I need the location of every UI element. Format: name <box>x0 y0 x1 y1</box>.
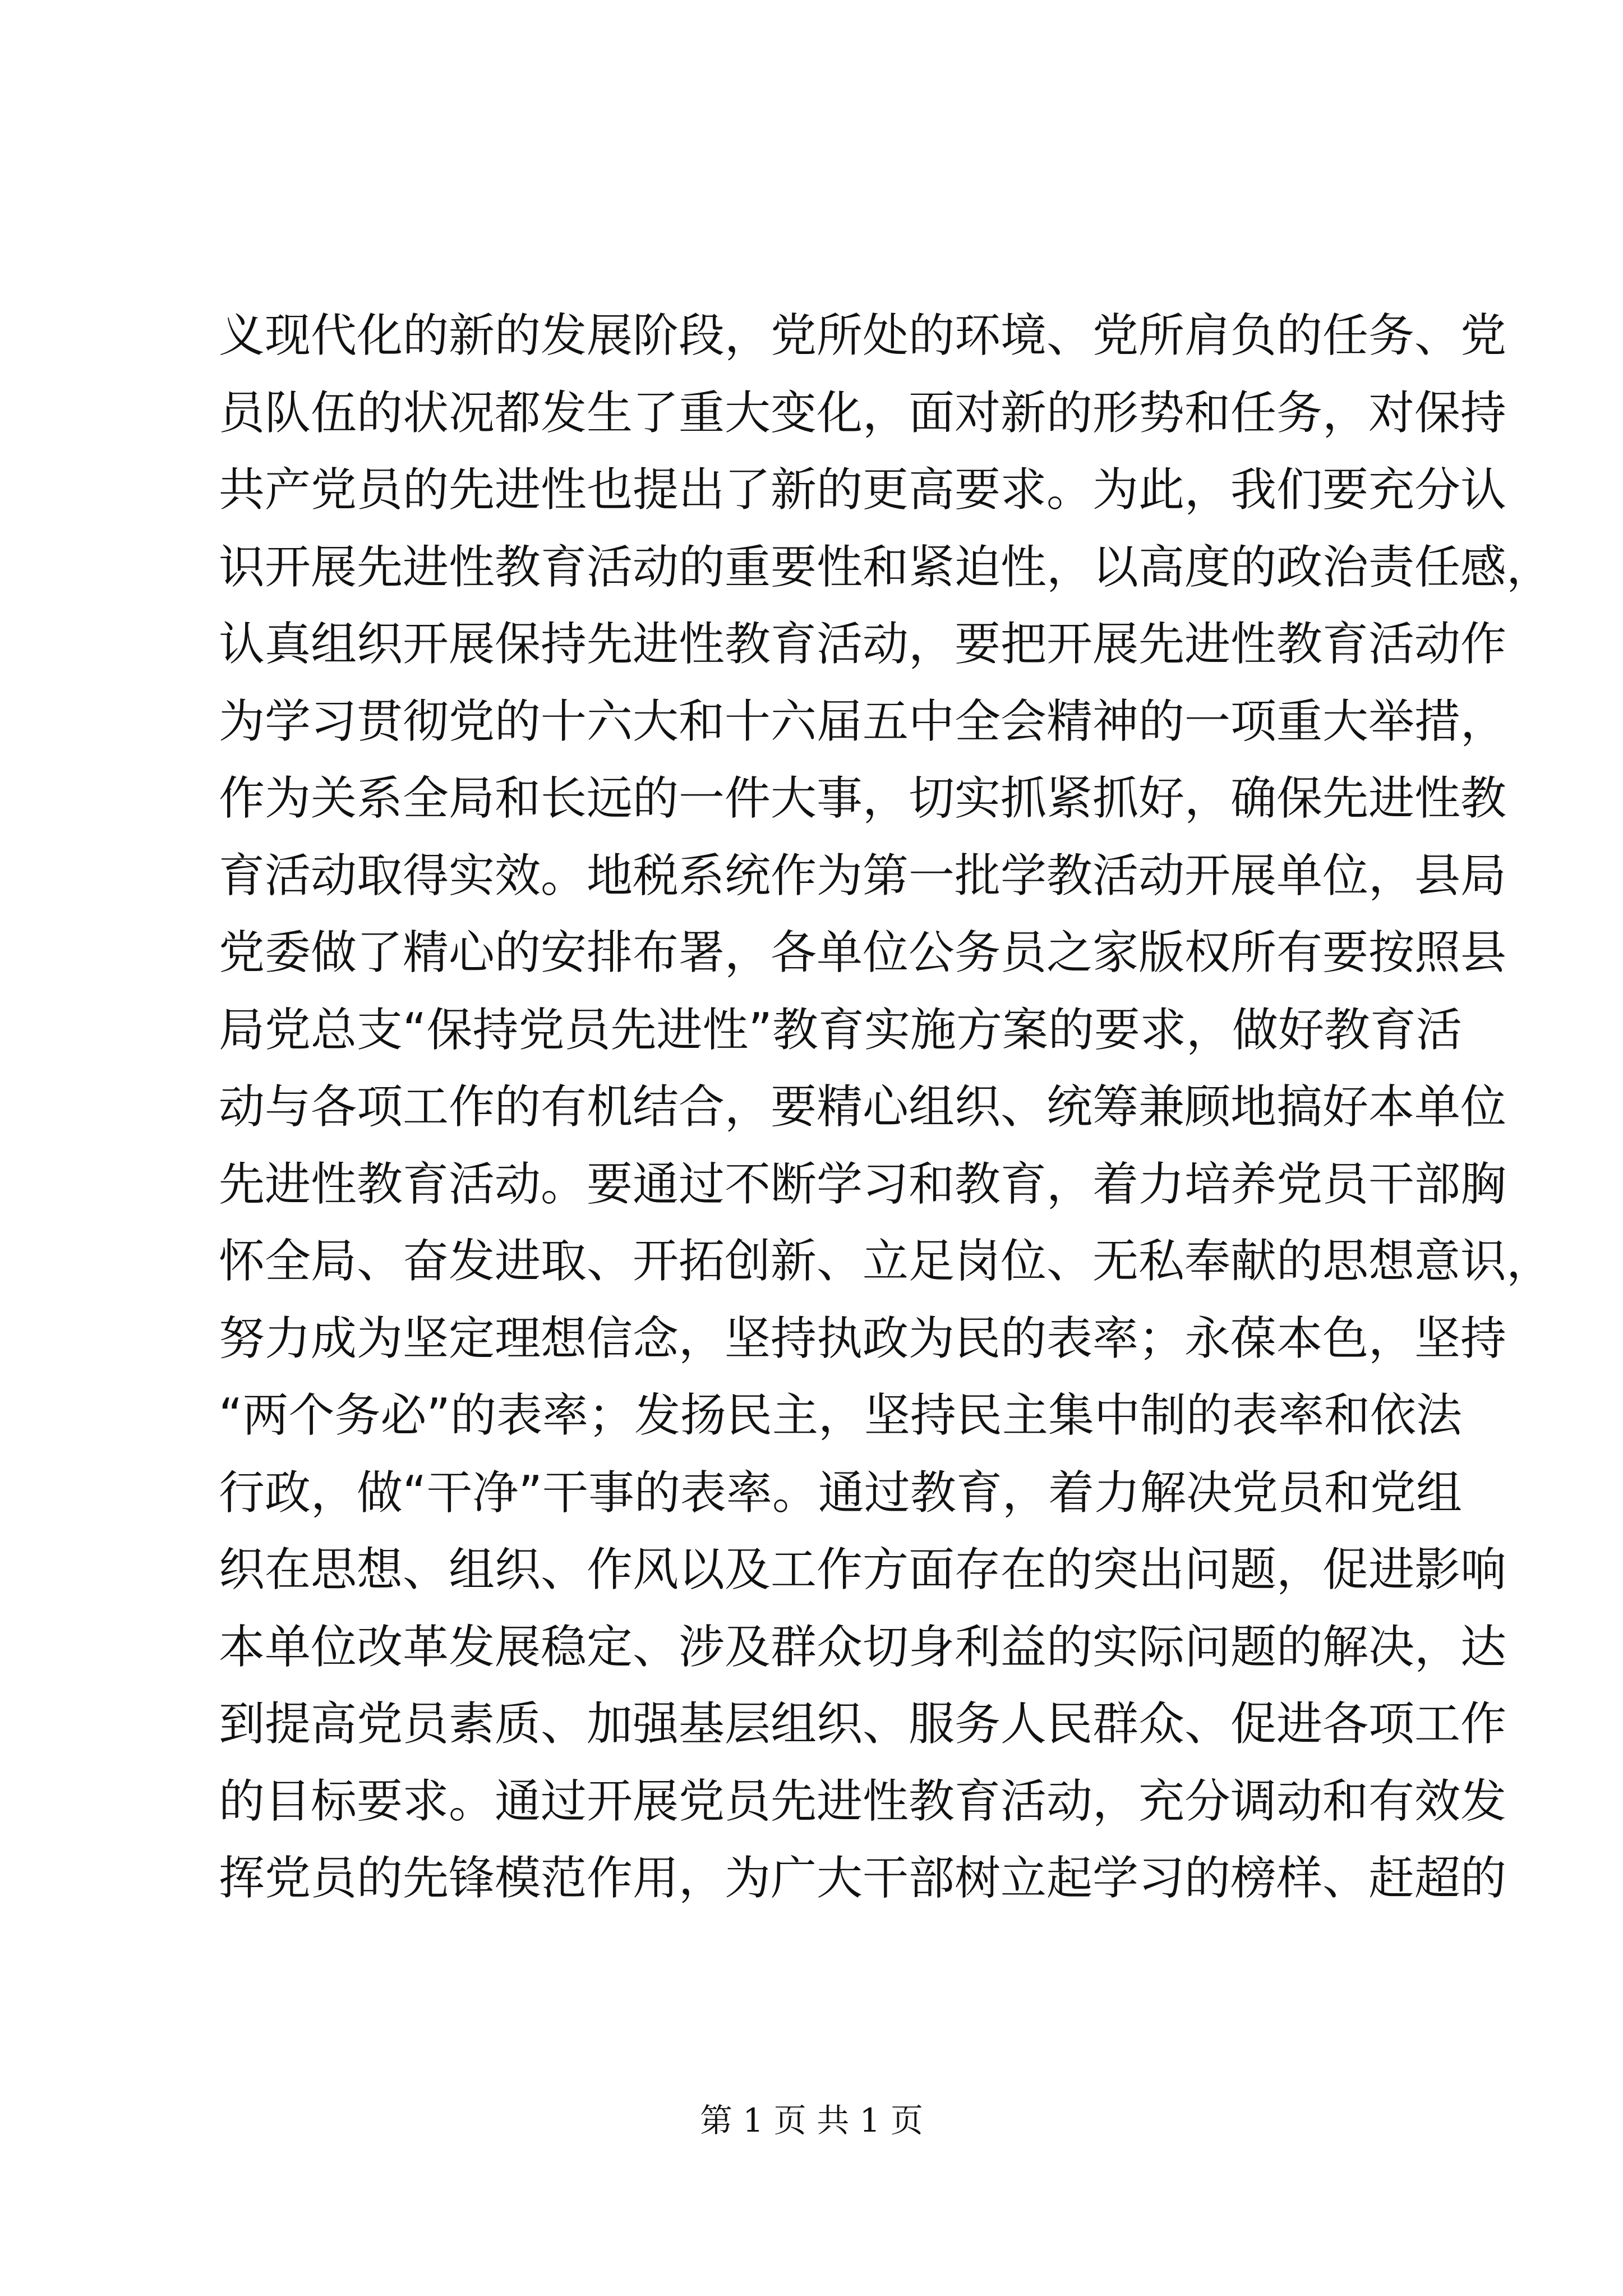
text-line: 育活动取得实效。地税系统作为第一批学教活动开展单位，县局 <box>219 849 1507 903</box>
text-line: 怀全局、奋发进取、开拓创新、立足岗位、无私奉献的思想意识， <box>219 1235 1553 1288</box>
text-line: 党委做了精心的安排布署，各单位公务员之家版权所有要按照县 <box>219 926 1507 979</box>
page-number: 第 1 页 共 1 页 <box>700 2101 923 2139</box>
text-line: 为学习贯彻党的十六大和十六届五中全会精神的一项重大举措， <box>219 694 1507 748</box>
text-line: 的目标要求。通过开展党员先进性教育活动，充分调动和有效发 <box>219 1774 1507 1828</box>
text-line: 识开展先进性教育活动的重要性和紧迫性，以高度的政治责任感， <box>219 540 1553 594</box>
text-line: 共产党员的先进性也提出了新的更高要求。为此，我们要充分认 <box>219 463 1507 517</box>
text-line: 织在思想、组织、作风以及工作方面存在的突出问题，促进影响 <box>219 1543 1507 1596</box>
text-line: 挥党员的先锋模范作用，为广大干部树立起学习的榜样、赶超的 <box>219 1852 1507 1905</box>
text-line: 义现代化的新的发展阶段，党所处的环境、党所肩负的任务、党 <box>219 309 1507 362</box>
text-line: 员队伍的状况都发生了重大变化，面对新的形势和任务，对保持 <box>219 386 1507 440</box>
text-line: 先进性教育活动。要通过不断学习和教育，着力培养党员干部胸 <box>219 1157 1507 1211</box>
text-line: 局党总支“保持党员先进性”教育实施方案的要求，做好教育活 <box>219 1003 1462 1057</box>
text-line: 认真组织开展保持先进性教育活动，要把开展先进性教育活动作 <box>219 618 1507 671</box>
text-line: “两个务必”的表率；发扬民主，坚持民主集中制的表率和依法 <box>219 1389 1462 1442</box>
text-line: 本单位改革发展稳定、涉及群众切身利益的实际问题的解决，达 <box>219 1620 1507 1674</box>
text-line: 动与各项工作的有机结合，要精心组织、统筹兼顾地搞好本单位 <box>219 1080 1507 1134</box>
page-footer <box>0 2098 1623 2143</box>
text-line: 到提高党员素质、加强基层组织、服务人民群众、促进各项工作 <box>219 1697 1507 1751</box>
text-line: 行政，做“干净”干事的表率。通过教育，着力解决党员和党组 <box>219 1466 1462 1520</box>
text-line: 作为关系全局和长远的一件大事，切实抓紧抓好，确保先进性教 <box>219 772 1507 825</box>
body-text <box>219 297 1553 1917</box>
text-line: 努力成为坚定理想信念，坚持执政为民的表率；永葆本色，坚持 <box>219 1312 1507 1365</box>
